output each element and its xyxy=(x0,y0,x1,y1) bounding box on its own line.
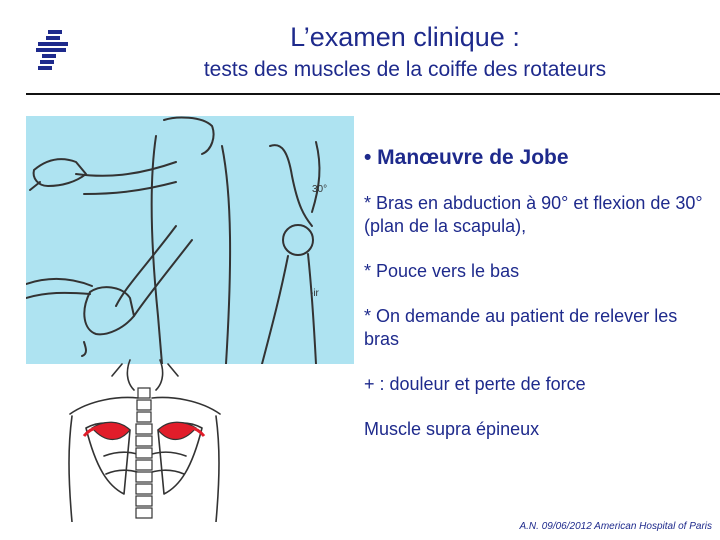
jobe-maneuver-illustration xyxy=(26,116,354,364)
bullet-position: * Bras en abduction à 90° et flexion de 30° (plan de la scapula), xyxy=(364,193,703,236)
slide-title: L’examen clinique : xyxy=(290,22,520,52)
test-description xyxy=(364,146,704,463)
right-supraspinatus-muscle xyxy=(158,422,196,439)
slide-subtitle: tests des muscles de la coiffe des rotateurs xyxy=(203,58,607,81)
supraspinatus-anatomy-illustration xyxy=(64,356,224,522)
angle-label: 30° xyxy=(312,184,328,195)
bullet-positive-sign: + : douleur et perte de force xyxy=(364,374,586,394)
maneuver-heading: • Manœuvre de Jobe xyxy=(364,146,569,169)
left-supraspinatus-muscle xyxy=(92,422,130,439)
direction-label: -ir xyxy=(310,288,319,299)
bullet-instruction: * On demande au patient de relever les bras xyxy=(364,306,678,349)
footer-credit: A.N. 09/06/2012 American Hospital of Paris xyxy=(519,521,712,532)
bullet-muscle: Muscle supra épineux xyxy=(364,419,540,439)
title-divider xyxy=(26,93,720,95)
bullet-thumb: * Pouce vers le bas xyxy=(364,261,520,281)
